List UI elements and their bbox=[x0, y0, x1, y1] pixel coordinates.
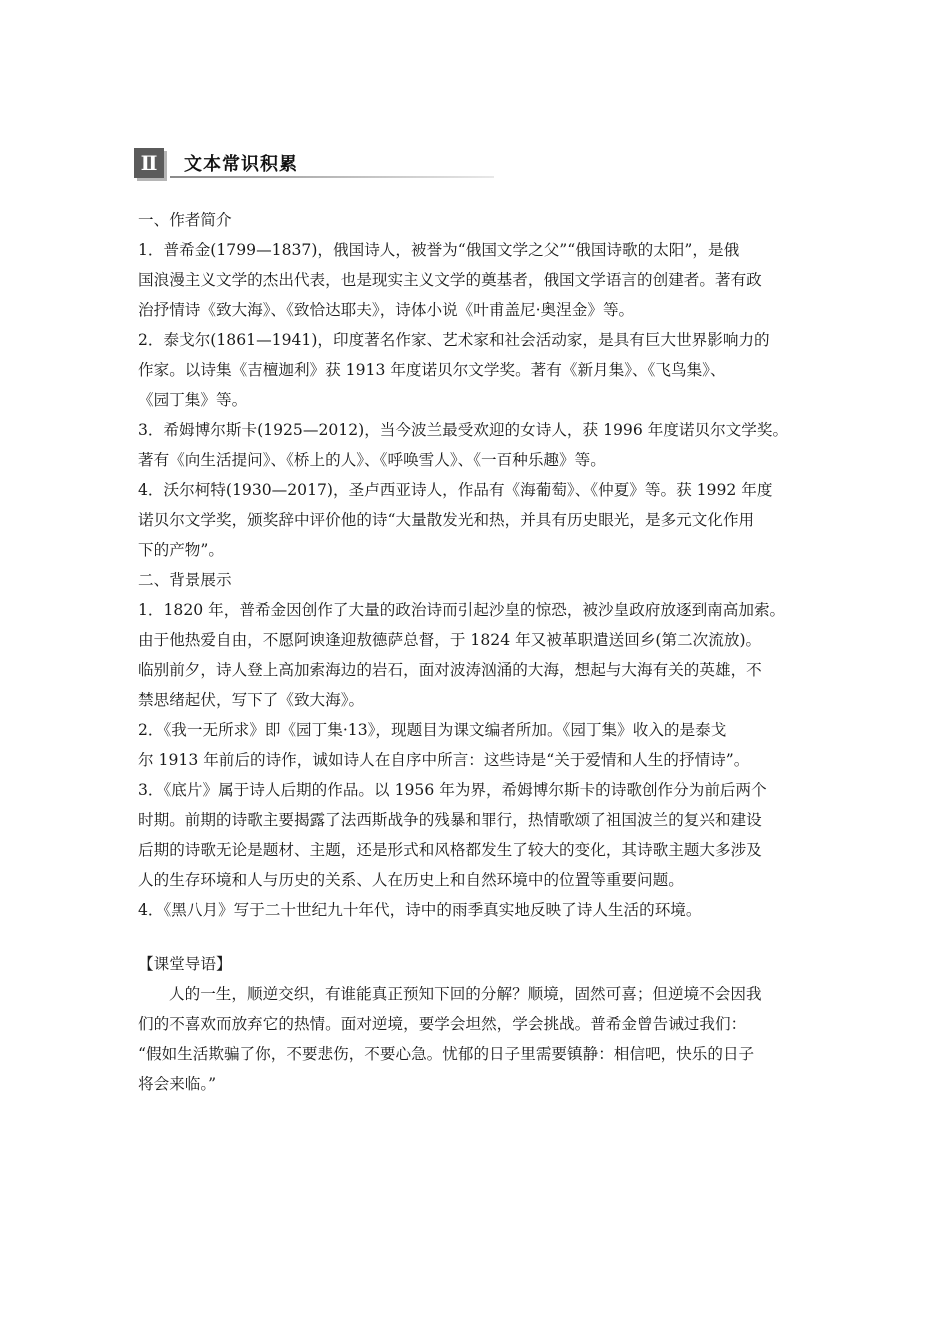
text-line: 《园丁集》等。 bbox=[138, 391, 248, 409]
text-line: 由于他热爱自由，不愿阿谀逢迎敖德萨总督，于 1824 年又被革职遣送回乡(第二次流放)。 bbox=[138, 631, 762, 649]
text-line: 人的生存环境和人与历史的关系、人在历史上和自然环境中的位置等重要问题。 bbox=[138, 871, 684, 889]
text-line: 2．泰戈尔(1861—1941)，印度著名作家、艺术家和社会活动家，是具有巨大世界影响力的 bbox=[138, 331, 770, 349]
text-line: 禁思绪起伏，写下了《致大海》。 bbox=[138, 691, 365, 709]
text-line: 1．普希金(1799—1837)，俄国诗人，被誉为“俄国文学之父”“俄国诗歌的太阳”，是俄 bbox=[138, 241, 740, 259]
section-header bbox=[134, 146, 494, 180]
text-line: 们的不喜欢而放弃它的热情。面对逆境，要学会坦然，学会挑战。普希金曾告诫过我们： bbox=[138, 1015, 747, 1033]
text-line: 一、作者简介 bbox=[138, 211, 232, 229]
text-line: 将会来临。” bbox=[138, 1075, 217, 1093]
text-line: 3．《底片》属于诗人后期的作品。以 1956 年为界，希姆博尔斯卡的诗歌创作分为前后两个 bbox=[138, 781, 767, 799]
text-line: 诺贝尔文学奖，颁奖辞中评价他的诗“大量散发光和热，并具有历史眼光，是多元文化作用 bbox=[138, 511, 755, 529]
text-line: 【课堂导语】 bbox=[138, 955, 232, 973]
text-line: 国浪漫主义文学的杰出代表，也是现实主义文学的奠基者，俄国文学语言的创建者。著有政 bbox=[138, 271, 762, 289]
text-line: 4．《黑八月》写于二十世纪九十年代，诗中的雨季真实地反映了诗人生活的环境。 bbox=[138, 901, 702, 919]
document-body bbox=[138, 205, 814, 1099]
section-number-badge: Ⅱ bbox=[134, 148, 164, 178]
text-line: 后期的诗歌无论是题材、主题，还是形式和风格都发生了较大的变化，其诗歌主题大多涉及 bbox=[138, 841, 762, 859]
text-line: 著有《向生活提问》、《桥上的人》、《呼唤雪人》、《一百种乐趣》等。 bbox=[138, 451, 606, 469]
text-line: 二、背景展示 bbox=[138, 571, 232, 589]
text-line: 时期。前期的诗歌主要揭露了法西斯战争的残暴和罪行，热情歌颂了祖国波兰的复兴和建设 bbox=[138, 811, 762, 829]
text-line: 人的一生，顺逆交织，有谁能真正预知下回的分解？顺境，固然可喜；但逆境不会因我 bbox=[169, 985, 762, 1003]
text-line: 1．1820 年，普希金因创作了大量的政治诗而引起沙皇的惊恐，被沙皇政府放逐到南高加索。 bbox=[138, 601, 786, 619]
section-title: 文本常识积累 bbox=[184, 154, 298, 175]
text-line: 作家。以诗集《吉檀迦利》获 1913 年度诺贝尔文学奖。著有《新月集》、《飞鸟集》、 bbox=[138, 361, 726, 379]
text-line: 4．沃尔柯特(1930—2017)，圣卢西亚诗人，作品有《海葡萄》、《仲夏》等。获 1992 年度 bbox=[138, 481, 773, 499]
text-line: 尔 1913 年前后的诗作，诚如诗人在自序中所言：这些诗是“关于爱情和人生的抒情诗”。 bbox=[138, 751, 750, 769]
text-line: 临别前夕，诗人登上高加索海边的岩石，面对波涛汹涌的大海，想起与大海有关的英雄，不 bbox=[138, 661, 762, 679]
text-line: 治抒情诗《致大海》、《致恰达耶夫》，诗体小说《叶甫盖尼·奥涅金》等。 bbox=[138, 301, 635, 319]
text-line: 3．希姆博尔斯卡(1925—2012)，当今波兰最受欢迎的女诗人，获 1996 年度诺贝尔文学奖。 bbox=[138, 421, 789, 439]
paragraph-gap bbox=[138, 925, 814, 949]
text-line: “假如生活欺骗了你，不要悲伤，不要心急。忧郁的日子里需要镇静：相信吧，快乐的日子 bbox=[138, 1045, 755, 1063]
section-underline bbox=[170, 176, 494, 178]
text-line: 下的产物”。 bbox=[138, 541, 224, 559]
text-line: 2．《我一无所求》即《园丁集·13》，现题目为课文编者所加。《园丁集》收入的是泰戈 bbox=[138, 721, 727, 739]
